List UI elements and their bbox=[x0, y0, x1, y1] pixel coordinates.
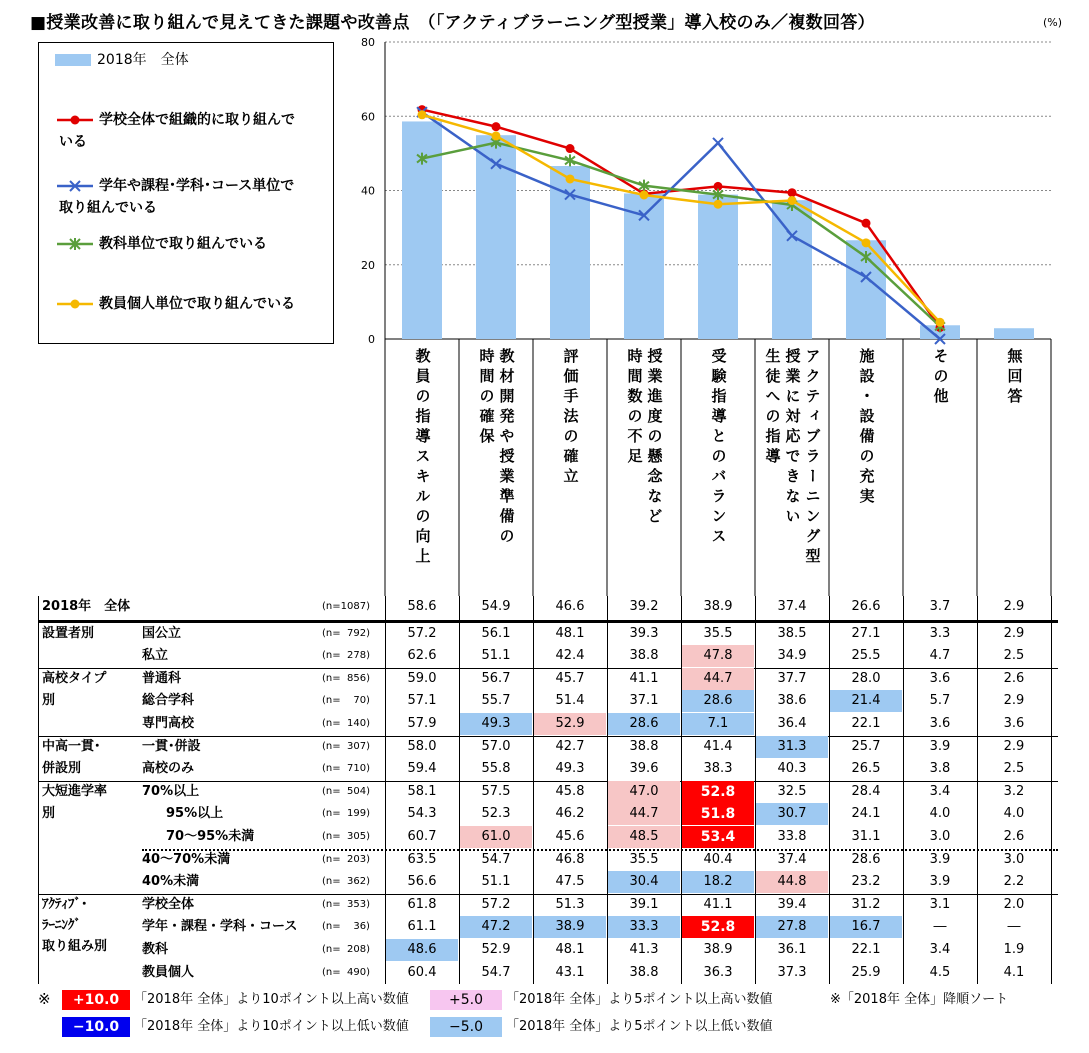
table-row bbox=[38, 690, 1058, 712]
table-cell: 5.7 bbox=[929, 693, 951, 709]
table-cell: 38.8 bbox=[629, 738, 659, 754]
legend-box-high: +5.0 bbox=[430, 990, 502, 1010]
table-cell: 44.8 bbox=[756, 871, 828, 893]
table-cell: 37.4 bbox=[777, 851, 807, 867]
table-cell: 47.2 bbox=[460, 916, 532, 938]
category-label bbox=[462, 348, 530, 548]
table-cell: 38.6 bbox=[777, 693, 807, 709]
table-cell: 28.6 bbox=[608, 713, 680, 735]
legend-label: 2018年 全体 bbox=[97, 52, 189, 68]
table-cell: 31.2 bbox=[851, 896, 881, 912]
table-cell: 37.7 bbox=[777, 670, 807, 686]
table-cell: 62.6 bbox=[407, 648, 437, 664]
table-cell: 4.5 bbox=[929, 964, 951, 980]
category-label bbox=[684, 348, 752, 548]
table-cell: 18.2 bbox=[682, 871, 754, 893]
table-cell: 34.9 bbox=[777, 648, 807, 664]
series-point bbox=[714, 200, 723, 209]
table-cell: 41.1 bbox=[629, 670, 659, 686]
table-cell: 36.1 bbox=[777, 942, 807, 957]
table-cell: 1.9 bbox=[1003, 942, 1025, 957]
row-group-label: 2018年 全体 bbox=[42, 599, 131, 614]
table-row bbox=[38, 803, 1058, 825]
y-tick-label: 80 bbox=[361, 36, 375, 49]
table-cell: 7.1 bbox=[682, 713, 754, 735]
bar bbox=[550, 166, 590, 339]
row-sample-size: (n= 353) bbox=[322, 898, 370, 910]
y-tick-label: 20 bbox=[361, 258, 375, 272]
table-cell: 4.0 bbox=[929, 806, 951, 822]
row-group-label: 高校タイプ 別 bbox=[42, 670, 107, 708]
table-cell: 54.3 bbox=[407, 806, 437, 822]
row-sample-size: (n= 203) bbox=[322, 853, 370, 865]
table-cell: 33.3 bbox=[608, 916, 680, 938]
table-row bbox=[38, 916, 1058, 938]
table-cell: 2.9 bbox=[1003, 738, 1025, 754]
table-cell: 2.6 bbox=[1003, 670, 1025, 686]
row-sublabel: 国公立 bbox=[142, 625, 182, 641]
series-point bbox=[936, 318, 945, 327]
legend-item-line-2 bbox=[55, 175, 294, 219]
table-cell: 33.8 bbox=[777, 829, 807, 844]
legend-label-cont: 取り組んでいる bbox=[59, 200, 157, 216]
table-row bbox=[38, 962, 1058, 984]
table-row bbox=[38, 826, 1058, 848]
row-sublabel: 学校全体 bbox=[142, 896, 195, 912]
table-cell: 51.1 bbox=[481, 874, 511, 890]
row-group-label: 中高一貫･ 併設別 bbox=[42, 738, 101, 776]
table-row bbox=[38, 849, 1058, 871]
table-cell: 4.7 bbox=[929, 648, 951, 664]
table-cell: 39.1 bbox=[629, 896, 659, 912]
series-point bbox=[492, 131, 501, 140]
legend-text-low: 「2018年 全体」より5ポイント以上低い数値 bbox=[506, 1019, 773, 1034]
table-cell: 49.3 bbox=[460, 713, 532, 735]
table-cell: 2.9 bbox=[1003, 599, 1025, 614]
category-label-line: 施設・設備の充実 bbox=[857, 348, 876, 508]
y-tick-label: 60 bbox=[361, 110, 375, 124]
table-cell: 16.7 bbox=[830, 916, 902, 938]
table-cell: ― bbox=[1007, 919, 1021, 935]
series-point bbox=[492, 122, 501, 131]
table-cell: 31.3 bbox=[756, 736, 828, 758]
table-cell: 40.3 bbox=[777, 761, 807, 777]
table-cell: 38.9 bbox=[703, 599, 733, 614]
table-cell: 25.9 bbox=[851, 964, 881, 980]
column-divider bbox=[681, 596, 682, 984]
chart-title: ■授業改善に取り組んで見えてきた課題や改善点 （「アクティブラーニング型授業」導入校のみ／複数回答） bbox=[30, 13, 875, 33]
table-cell: 2.5 bbox=[1003, 648, 1025, 664]
table-cell: 61.1 bbox=[407, 919, 437, 935]
table-cell: 22.1 bbox=[851, 716, 881, 731]
table-cell: 58.0 bbox=[407, 738, 437, 754]
table-cell: 57.2 bbox=[481, 896, 511, 912]
table-cell: 28.4 bbox=[851, 783, 881, 799]
table-cell: 39.6 bbox=[629, 761, 659, 777]
row-sample-size: (n= 199) bbox=[322, 808, 370, 820]
legend-text-strong-high: 「2018年 全体」より10ポイント以上高い数値 bbox=[134, 992, 409, 1007]
table-cell: 2.2 bbox=[1003, 874, 1025, 890]
row-sample-size: (n= 710) bbox=[322, 763, 370, 775]
bar bbox=[476, 135, 516, 339]
table-cell: 44.7 bbox=[682, 668, 754, 690]
table-cell: 2.0 bbox=[1003, 896, 1025, 912]
table-cell: 26.5 bbox=[851, 761, 881, 777]
row-sample-size: (n= 490) bbox=[322, 966, 370, 978]
table-cell: 61.8 bbox=[407, 896, 437, 912]
table-cell: 48.6 bbox=[386, 939, 458, 961]
legend-label: 学校全体で組織的に取り組んで bbox=[99, 112, 295, 128]
column-divider bbox=[755, 596, 756, 984]
table-cell: 48.5 bbox=[608, 826, 680, 848]
row-sublabel: 70～95%未満 bbox=[166, 829, 255, 844]
table-cell: 48.1 bbox=[555, 942, 585, 957]
table-cell: 57.9 bbox=[407, 716, 437, 731]
bar bbox=[994, 328, 1034, 339]
row-sublabel: 70%以上 bbox=[142, 783, 200, 799]
table-cell: 42.4 bbox=[555, 648, 585, 664]
table-cell: 56.6 bbox=[407, 874, 437, 890]
table-row bbox=[38, 871, 1058, 893]
category-label-line: 評価手法の確立 bbox=[561, 348, 580, 488]
category-label bbox=[610, 348, 678, 528]
table-cell: 25.7 bbox=[851, 738, 881, 754]
row-sample-size: (n= 362) bbox=[322, 876, 370, 888]
table-cell: 38.8 bbox=[629, 964, 659, 980]
row-sample-size: (n= 792) bbox=[322, 627, 370, 639]
table-cell: 57.1 bbox=[407, 693, 437, 709]
legend-label: 教員個人単位で取り組んでいる bbox=[99, 296, 295, 312]
category-label bbox=[832, 348, 900, 508]
row-group-label: 設置者別 bbox=[42, 625, 95, 641]
column-divider bbox=[459, 596, 460, 984]
table-cell: 3.4 bbox=[929, 942, 951, 957]
table-cell: 43.1 bbox=[555, 964, 585, 980]
table-cell: 3.6 bbox=[929, 716, 951, 731]
table-cell: 52.8 bbox=[682, 781, 754, 803]
table-cell: 44.7 bbox=[608, 803, 680, 825]
bar bbox=[698, 195, 738, 339]
series-point bbox=[566, 174, 575, 183]
table-cell: 3.7 bbox=[929, 599, 951, 614]
table-cell: 39.3 bbox=[629, 625, 659, 641]
table-cell: 46.6 bbox=[555, 599, 585, 614]
table-cell: 54.9 bbox=[481, 599, 511, 614]
legend-label-cont: いる bbox=[59, 134, 87, 150]
row-sample-size: (n= 208) bbox=[322, 944, 370, 955]
table-cell: 2.5 bbox=[1003, 761, 1025, 777]
table-cell: 27.8 bbox=[756, 916, 828, 938]
column-divider bbox=[903, 596, 904, 984]
table-cell: 3.9 bbox=[929, 738, 951, 754]
row-sublabel: 95%以上 bbox=[166, 806, 224, 822]
table-cell: 57.5 bbox=[481, 783, 511, 799]
legend-label: 学年や課程･学科･コース単位で bbox=[99, 178, 295, 194]
table-cell: 37.1 bbox=[629, 693, 659, 709]
table-cell: 47.5 bbox=[555, 874, 585, 890]
table-cell: 45.6 bbox=[555, 829, 585, 844]
table-cell: 41.4 bbox=[703, 738, 733, 754]
table-cell: 22.1 bbox=[851, 942, 881, 957]
row-sublabel: 40～70%未満 bbox=[142, 851, 231, 867]
table-cell: 3.9 bbox=[929, 851, 951, 867]
row-sample-size: (n= 504) bbox=[322, 785, 370, 797]
series-point bbox=[788, 196, 797, 205]
table-cell: 3.4 bbox=[929, 783, 951, 799]
category-label-line: 時間数の不足 bbox=[625, 348, 644, 468]
table-cell: 4.1 bbox=[1003, 964, 1025, 980]
unit-label: (%) bbox=[1043, 16, 1063, 29]
series-point bbox=[640, 190, 649, 199]
row-sublabel: 教員個人 bbox=[142, 964, 195, 980]
table-cell: 39.4 bbox=[777, 896, 807, 912]
legend-item-line-3 bbox=[55, 233, 267, 255]
series-point bbox=[788, 188, 797, 197]
row-sublabel: 私立 bbox=[142, 648, 169, 664]
table-cell: 3.6 bbox=[1003, 716, 1025, 731]
table-cell: 30.7 bbox=[756, 803, 828, 825]
table-cell: 3.8 bbox=[929, 761, 951, 777]
table-cell: 48.1 bbox=[555, 625, 585, 641]
row-sublabel: 一貫･併設 bbox=[142, 738, 201, 754]
table-cell: 49.3 bbox=[555, 761, 585, 777]
table-cell: 52.8 bbox=[682, 916, 754, 938]
table-cell: 36.4 bbox=[777, 716, 807, 731]
y-tick-label: 40 bbox=[361, 184, 375, 198]
row-sample-size: (n=1087) bbox=[322, 601, 370, 612]
table-cell: 60.7 bbox=[407, 829, 437, 844]
table-cell: 3.0 bbox=[1003, 851, 1025, 867]
legend-box-strong-high: +10.0 bbox=[62, 990, 130, 1010]
legend-text-strong-low: 「2018年 全体」より10ポイント以上低い数値 bbox=[134, 1019, 409, 1034]
table-cell: 42.7 bbox=[555, 738, 585, 754]
table-cell: 59.4 bbox=[407, 761, 437, 777]
category-label-line: 教員の指導スキルの向上 bbox=[413, 348, 432, 568]
category-label-line: 受験指導とのバランス bbox=[709, 348, 728, 548]
table-row bbox=[38, 596, 1058, 618]
column-divider bbox=[385, 596, 386, 984]
table-cell: 27.1 bbox=[851, 625, 881, 641]
table-cell: 54.7 bbox=[481, 964, 511, 980]
table-cell: 51.3 bbox=[555, 896, 585, 912]
table-cell: 2.9 bbox=[1003, 625, 1025, 641]
table-cell: 55.7 bbox=[481, 693, 511, 709]
table-cell: 3.2 bbox=[1003, 783, 1025, 799]
column-divider bbox=[607, 596, 608, 984]
table-cell: 56.7 bbox=[481, 670, 511, 686]
table-cell: 47.0 bbox=[608, 781, 680, 803]
table-cell: 51.1 bbox=[481, 648, 511, 664]
table-cell: 3.0 bbox=[929, 829, 951, 844]
table-cell: 37.4 bbox=[777, 599, 807, 614]
table-cell: 51.4 bbox=[555, 693, 585, 709]
column-divider bbox=[533, 596, 534, 984]
table-row bbox=[38, 713, 1058, 735]
column-divider bbox=[1051, 596, 1052, 984]
category-label bbox=[980, 348, 1048, 408]
category-label-line: 授業に対応できない bbox=[783, 348, 802, 528]
table-cell: 45.7 bbox=[555, 670, 585, 686]
row-group-label: 大短進学率 別 bbox=[42, 783, 108, 821]
table-cell: 52.9 bbox=[481, 942, 511, 957]
legend-item-line-4 bbox=[55, 293, 295, 315]
table-cell: 38.3 bbox=[703, 761, 733, 777]
table-cell: 32.5 bbox=[777, 783, 807, 799]
bar bbox=[772, 200, 812, 339]
table-cell: 54.7 bbox=[481, 851, 511, 867]
row-sublabel: 40%未満 bbox=[142, 874, 200, 890]
table-cell: 59.0 bbox=[407, 670, 437, 686]
table-cell: 58.1 bbox=[407, 783, 437, 799]
table-row bbox=[38, 645, 1058, 667]
row-sample-size: (n= 307) bbox=[322, 740, 370, 752]
table-cell: 31.1 bbox=[851, 829, 881, 844]
column-divider bbox=[977, 596, 978, 984]
table-cell: 38.8 bbox=[629, 648, 659, 664]
table-cell: 52.3 bbox=[481, 806, 511, 822]
row-sublabel: 高校のみ bbox=[142, 761, 195, 777]
legend-box-low: −5.0 bbox=[430, 1017, 502, 1037]
row-sublabel: 専門高校 bbox=[142, 716, 195, 731]
series-point bbox=[713, 138, 723, 148]
legend-swatch bbox=[55, 54, 91, 66]
category-label-line: 授業進度の懸念など bbox=[645, 348, 664, 528]
category-label-line: 無回答 bbox=[1005, 348, 1024, 408]
table-cell: 56.1 bbox=[481, 625, 511, 641]
table-cell: 28.0 bbox=[851, 670, 881, 686]
table-cell: 30.4 bbox=[608, 871, 680, 893]
table-cell: 23.2 bbox=[851, 874, 881, 890]
row-sample-size: (n= 856) bbox=[322, 672, 370, 684]
row-sample-size: (n= 70) bbox=[322, 695, 370, 707]
category-label-line: 生徒への指導 bbox=[763, 348, 782, 468]
table-cell: 28.6 bbox=[851, 851, 881, 867]
category-label bbox=[758, 348, 826, 568]
row-sample-size: (n= 278) bbox=[322, 650, 370, 662]
row-sample-size: (n= 36) bbox=[322, 921, 370, 933]
table-cell: 57.0 bbox=[481, 738, 511, 754]
table-cell: 55.8 bbox=[481, 761, 511, 777]
table-cell: 4.0 bbox=[1003, 806, 1025, 822]
series-point bbox=[862, 238, 871, 247]
series-point bbox=[566, 144, 575, 153]
table-cell: 38.5 bbox=[777, 625, 807, 641]
table-cell: 53.4 bbox=[682, 826, 754, 848]
table-cell: 36.3 bbox=[703, 964, 733, 980]
row-sample-size: (n= 305) bbox=[322, 831, 370, 842]
table-cell: 47.8 bbox=[682, 645, 754, 667]
category-label bbox=[906, 348, 974, 408]
series-point bbox=[418, 110, 427, 119]
footnote-mark: ※ bbox=[38, 990, 51, 1008]
table-cell: 38.9 bbox=[534, 916, 606, 938]
table-cell: 35.5 bbox=[703, 625, 733, 641]
category-label-line: アクティブラーニング型 bbox=[803, 348, 822, 568]
chart-legend bbox=[38, 42, 334, 344]
column-divider bbox=[829, 596, 830, 984]
footnote bbox=[0, 984, 1089, 1044]
table-cell: 37.3 bbox=[777, 964, 807, 980]
category-label-line: 時間の確保 bbox=[477, 348, 496, 448]
row-sublabel: 普通科 bbox=[142, 670, 182, 686]
row-sublabel: 教科 bbox=[142, 942, 169, 957]
table-cell: 3.6 bbox=[929, 670, 951, 686]
table-cell: 41.3 bbox=[629, 942, 659, 957]
table-cell: 24.1 bbox=[851, 806, 881, 822]
category-label bbox=[388, 348, 456, 568]
table-cell: 46.2 bbox=[555, 806, 585, 822]
table-cell: 3.1 bbox=[929, 896, 951, 912]
table-cell: 45.8 bbox=[555, 783, 585, 799]
table-left-border bbox=[38, 596, 39, 984]
table-cell: 21.4 bbox=[830, 690, 902, 712]
table-cell: ― bbox=[933, 919, 947, 935]
table-cell: 41.1 bbox=[703, 896, 733, 912]
table-cell: 51.8 bbox=[682, 803, 754, 825]
table-cell: 26.6 bbox=[851, 599, 881, 614]
table-cell: 39.2 bbox=[629, 599, 659, 614]
table-row bbox=[38, 758, 1058, 780]
table-cell: 52.9 bbox=[534, 713, 606, 735]
row-sample-size: (n= 140) bbox=[322, 718, 370, 729]
sort-note: ※「2018年 全体」降順ソート bbox=[830, 992, 1009, 1007]
table-cell: 2.9 bbox=[1003, 693, 1025, 709]
row-sublabel: 総合学科 bbox=[142, 693, 195, 709]
table-cell: 60.4 bbox=[407, 964, 437, 980]
y-tick-label: 0 bbox=[368, 333, 375, 346]
row-group-label: ｱｸﾃｨﾌﾞ･ ﾗｰﾆﾝｸﾞ 取り組み別 bbox=[42, 896, 108, 954]
table-cell: 40.4 bbox=[703, 851, 733, 867]
legend-text-high: 「2018年 全体」より5ポイント以上高い数値 bbox=[506, 992, 773, 1007]
table-cell: 35.5 bbox=[629, 851, 659, 867]
legend-box-strong-low: −10.0 bbox=[62, 1017, 130, 1037]
category-label-line: その他 bbox=[931, 348, 950, 408]
table-cell: 38.9 bbox=[703, 942, 733, 957]
legend-label: 教科単位で取り組んでいる bbox=[99, 236, 267, 252]
series-point bbox=[862, 219, 871, 228]
table-cell: 28.6 bbox=[682, 690, 754, 712]
table-cell: 2.6 bbox=[1003, 829, 1025, 844]
table-row bbox=[38, 623, 1058, 645]
table-cell: 57.2 bbox=[407, 625, 437, 641]
legend-item-bar bbox=[55, 49, 189, 71]
table-cell: 3.9 bbox=[929, 874, 951, 890]
table-cell: 3.3 bbox=[929, 625, 951, 641]
table-cell: 63.5 bbox=[407, 851, 437, 867]
table-cell: 25.5 bbox=[851, 648, 881, 664]
table-cell: 61.0 bbox=[460, 826, 532, 848]
category-label-line: 教材開発や授業準備の bbox=[497, 348, 516, 548]
category-label bbox=[536, 348, 604, 488]
table-cell: 58.6 bbox=[407, 599, 437, 614]
table-row bbox=[38, 939, 1058, 961]
legend-item-line-1 bbox=[55, 109, 295, 153]
table-cell: 46.8 bbox=[555, 851, 585, 867]
row-sublabel: 学年・課程・学科・コース bbox=[142, 919, 298, 935]
